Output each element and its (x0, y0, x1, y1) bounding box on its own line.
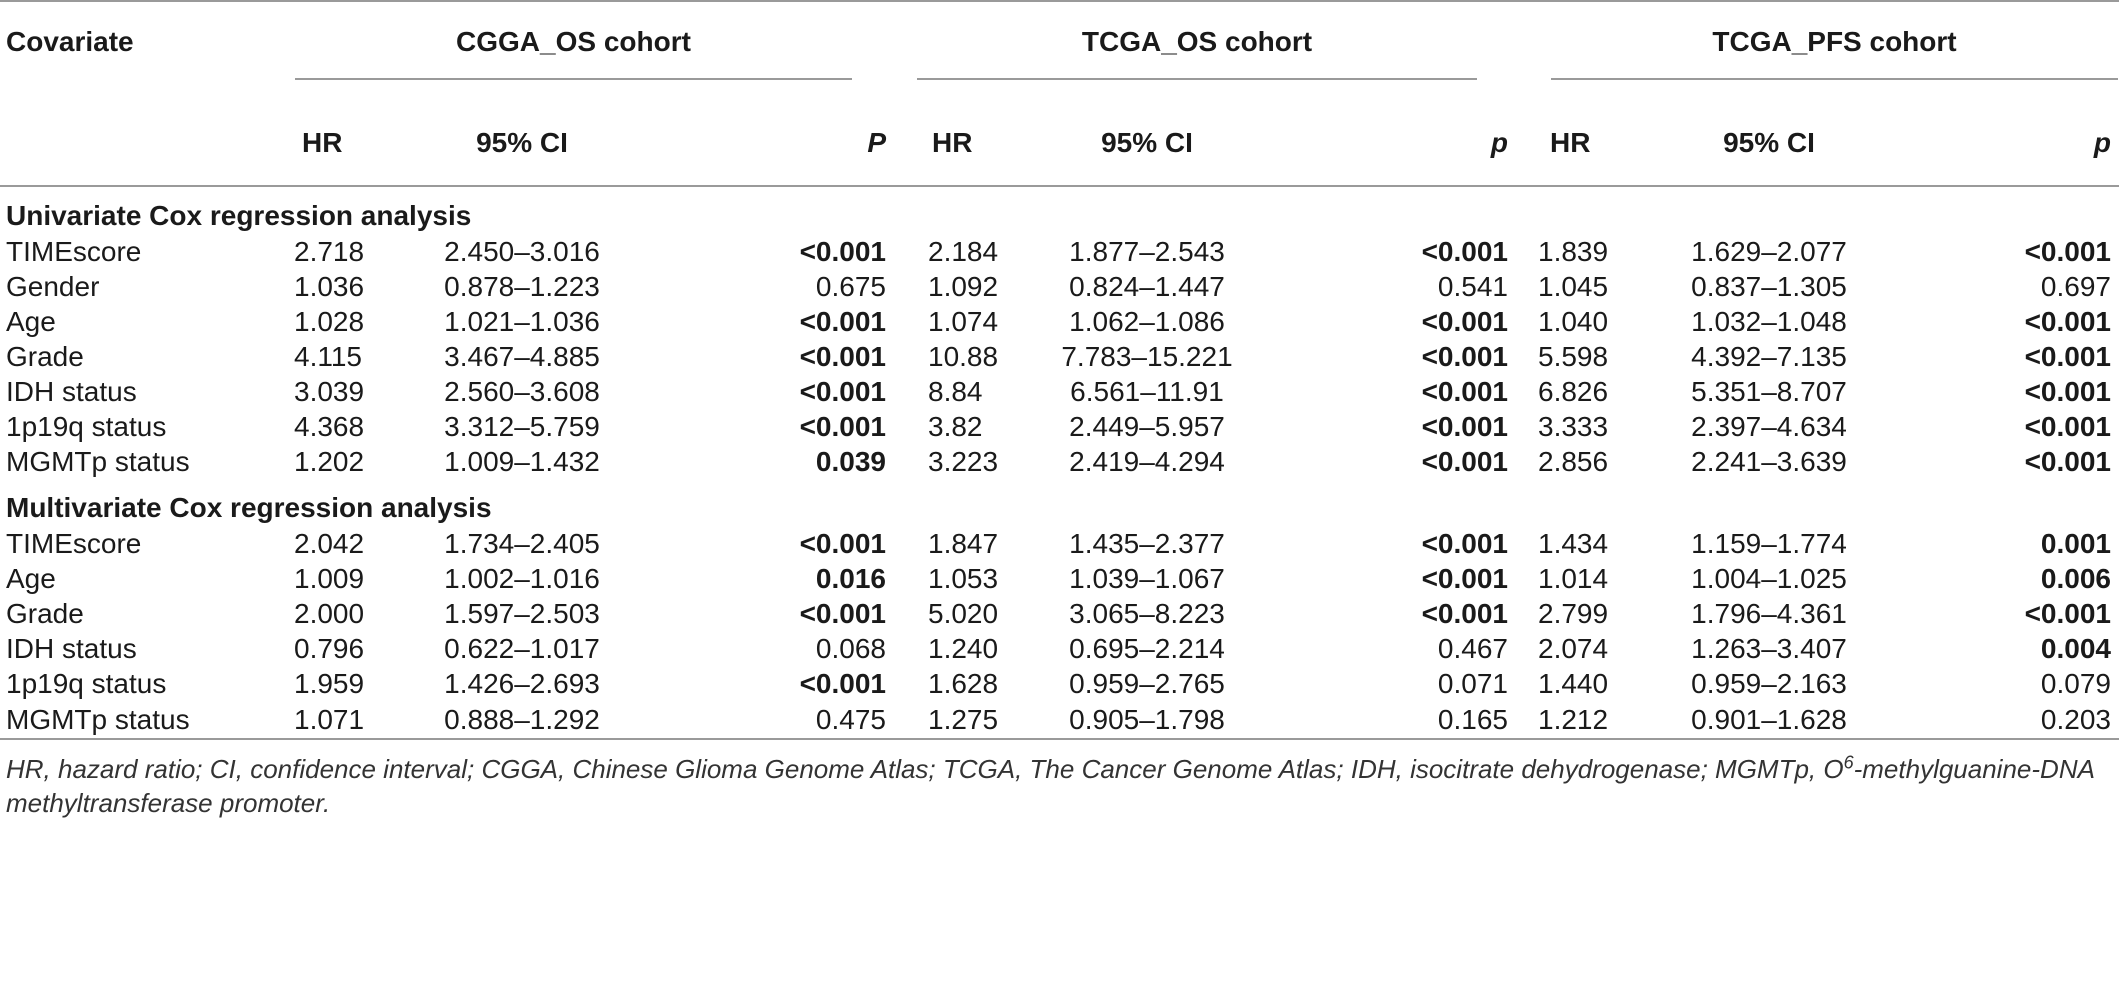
covariate-cell: MGMTp status (6, 445, 190, 477)
table-row (0, 631, 2119, 666)
hr-cell: 1.009 (294, 562, 365, 594)
hr-cell: 1.053 (928, 562, 999, 594)
p-value-cell: 0.006 (2040, 562, 2111, 594)
section-heading: Multivariate Cox regression analysis (6, 492, 492, 523)
hr-cell: 1.040 (1538, 305, 1609, 337)
p-value-cell: <0.001 (2024, 340, 2111, 372)
ci-cell: 1.009–1.432 (444, 445, 600, 477)
section-heading-row (0, 479, 2119, 526)
table-row (0, 444, 2119, 479)
p-value-cell: <0.001 (799, 375, 886, 407)
cohort-underline (1551, 78, 2118, 80)
hr-cell: 3.82 (928, 410, 983, 442)
p-header: p (1904, 101, 2119, 186)
p-value-cell: <0.001 (1421, 305, 1508, 337)
hr-cell: 1.839 (1538, 235, 1609, 267)
covariate-cell: 1p19q status (6, 410, 167, 442)
p-value-cell: <0.001 (1421, 527, 1508, 559)
ci-cell: 3.312–5.759 (444, 410, 600, 442)
p-value-cell: <0.001 (1421, 562, 1508, 594)
covariate-cell: IDH status (6, 375, 137, 407)
ci-cell: 0.901–1.628 (1634, 701, 1904, 739)
ci-header: 95% CI (1634, 101, 1904, 186)
p-value-cell: <0.001 (1421, 410, 1508, 442)
ci-cell: 3.467–4.885 (444, 340, 600, 372)
section-heading: Univariate Cox regression analysis (6, 200, 472, 231)
ci-header: 95% CI (372, 101, 672, 186)
ci-header: 95% CI (1012, 101, 1282, 186)
p-value-cell: 0.165 (1282, 701, 1514, 739)
hr-cell: 2.000 (294, 597, 365, 629)
footnote-superscript: 6 (1843, 752, 1854, 773)
covariate-cell: TIMEscore (6, 527, 142, 559)
p-value-cell: 0.068 (815, 632, 886, 664)
table-row (0, 374, 2119, 409)
covariate-cell: TIMEscore (6, 235, 142, 267)
ci-cell: 2.419–4.294 (1069, 445, 1225, 477)
section-heading-row (0, 186, 2119, 234)
table-row (0, 561, 2119, 596)
ci-cell: 0.695–2.214 (1069, 632, 1225, 664)
table-row (0, 526, 2119, 561)
p-value-cell: <0.001 (1421, 375, 1508, 407)
hr-cell: 6.826 (1538, 375, 1609, 407)
ci-cell: 1.062–1.086 (1069, 305, 1225, 337)
hr-cell: 2.856 (1538, 445, 1609, 477)
hr-cell: 1.212 (1514, 701, 1634, 739)
p-value-cell: 0.016 (815, 562, 886, 594)
p-value-cell: 0.467 (1437, 632, 1508, 664)
ci-cell: 1.426–2.693 (444, 667, 600, 699)
hr-cell: 1.074 (928, 305, 999, 337)
ci-cell: 0.824–1.447 (1069, 270, 1225, 302)
hr-cell: 1.959 (294, 667, 365, 699)
hr-cell: 1.036 (294, 270, 365, 302)
covariate-cell: Gender (6, 270, 100, 302)
p-value-cell: <0.001 (2024, 597, 2111, 629)
ci-cell: 1.263–3.407 (1691, 632, 1847, 664)
p-value-cell: 0.475 (672, 701, 892, 739)
p-value-cell: <0.001 (799, 340, 886, 372)
ci-cell: 1.032–1.048 (1691, 305, 1847, 337)
covariate-cell: Grade (6, 597, 84, 629)
p-header: p (1282, 101, 1514, 186)
table-row (0, 666, 2119, 701)
ci-cell: 1.021–1.036 (444, 305, 600, 337)
covariate-cell: Age (6, 305, 56, 337)
covariate-cell: Age (6, 562, 56, 594)
p-value-cell: <0.001 (2024, 235, 2111, 267)
hr-cell: 2.184 (928, 235, 999, 267)
table-row (0, 596, 2119, 631)
p-value-cell: <0.001 (1421, 597, 1508, 629)
hr-cell: 10.88 (928, 340, 999, 372)
ci-cell: 1.629–2.077 (1691, 235, 1847, 267)
hr-cell: 1.014 (1538, 562, 1609, 594)
hr-cell: 1.071 (262, 701, 372, 739)
ci-cell: 2.397–4.634 (1691, 410, 1847, 442)
p-value-cell: <0.001 (1421, 445, 1508, 477)
ci-cell: 7.783–15.221 (1061, 340, 1233, 372)
hr-cell: 8.84 (928, 375, 983, 407)
hr-cell: 4.115 (294, 340, 362, 372)
ci-cell: 1.159–1.774 (1691, 527, 1847, 559)
ci-cell: 0.622–1.017 (444, 632, 600, 664)
table-row (0, 234, 2119, 269)
p-value-cell: 0.071 (1437, 667, 1508, 699)
hr-cell: 5.598 (1538, 340, 1609, 372)
ci-cell: 2.450–3.016 (444, 235, 600, 267)
p-value-cell: 0.203 (1904, 701, 2119, 739)
ci-cell: 1.002–1.016 (444, 562, 600, 594)
p-value-cell: <0.001 (799, 597, 886, 629)
ci-cell: 0.959–2.163 (1691, 667, 1847, 699)
ci-cell: 3.065–8.223 (1069, 597, 1225, 629)
hr-cell: 2.074 (1538, 632, 1609, 664)
cohort-header-tcga-os: TCGA_OS cohort (1081, 26, 1313, 57)
p-value-cell: <0.001 (2024, 410, 2111, 442)
p-value-cell: <0.001 (799, 410, 886, 442)
cohort-underline (295, 78, 852, 80)
hr-cell: 1.202 (294, 445, 365, 477)
ci-cell: 2.241–3.639 (1691, 445, 1847, 477)
hr-cell: 1.240 (928, 632, 999, 664)
p-value-cell: 0.001 (2040, 527, 2111, 559)
p-value-cell: <0.001 (799, 305, 886, 337)
ci-cell: 0.905–1.798 (1012, 701, 1282, 739)
hr-cell: 2.799 (1538, 597, 1609, 629)
ci-cell: 0.959–2.765 (1069, 667, 1225, 699)
covariate-cell: Grade (6, 340, 84, 372)
p-value-cell: <0.001 (2024, 375, 2111, 407)
ci-cell: 0.837–1.305 (1691, 270, 1847, 302)
hr-cell: 1.045 (1538, 270, 1609, 302)
table-row (0, 409, 2119, 444)
ci-cell: 1.796–4.361 (1691, 597, 1847, 629)
table-row (0, 304, 2119, 339)
header-row-stats (0, 101, 2119, 186)
table-row (0, 701, 2119, 739)
ci-cell: 0.878–1.223 (444, 270, 600, 302)
hr-cell: 1.434 (1538, 527, 1609, 559)
hr-header: HR (262, 101, 372, 186)
ci-cell: 1.004–1.025 (1691, 562, 1847, 594)
hr-cell: 1.440 (1538, 667, 1609, 699)
hr-cell: 1.028 (294, 305, 365, 337)
ci-cell: 1.597–2.503 (444, 597, 600, 629)
p-value-cell: 0.697 (2040, 270, 2111, 302)
ci-cell: 4.392–7.135 (1691, 340, 1847, 372)
hr-cell: 3.039 (294, 375, 365, 407)
table-footnote (0, 740, 2112, 820)
p-value-cell: 0.541 (1437, 270, 1508, 302)
hr-cell: 2.042 (294, 527, 365, 559)
hr-cell: 5.020 (928, 597, 999, 629)
hr-cell: 4.368 (294, 410, 365, 442)
footnote-text: HR, hazard ratio; CI, confidence interval; CGGA, Chinese Glioma Genome Atlas; TCGA, The Cancer Genome Atlas; IDH, isocitrate dehydrogenase; MGMTp, O (6, 754, 1844, 784)
p-value-cell: <0.001 (799, 235, 886, 267)
p-value-cell: 0.675 (815, 270, 886, 302)
p-value-cell: 0.039 (815, 445, 886, 477)
cohort-underline (917, 78, 1477, 80)
hr-cell: 2.718 (294, 235, 365, 267)
hr-cell: 1.847 (928, 527, 999, 559)
p-value-cell: <0.001 (2024, 305, 2111, 337)
p-value-cell: <0.001 (2024, 445, 2111, 477)
hr-header: HR (892, 101, 1012, 186)
header-row-cohorts (0, 2, 2119, 101)
ci-cell: 1.877–2.543 (1069, 235, 1225, 267)
ci-cell: 0.888–1.292 (372, 701, 672, 739)
hr-header: HR (1514, 101, 1634, 186)
p-header: P (672, 101, 892, 186)
hr-cell: 1.092 (928, 270, 999, 302)
hr-cell: 3.223 (928, 445, 999, 477)
hr-cell: 3.333 (1538, 410, 1609, 442)
table-row (0, 339, 2119, 374)
covariate-cell: IDH status (6, 632, 137, 664)
p-value-cell: 0.079 (2040, 667, 2111, 699)
p-value-cell: <0.001 (1421, 340, 1508, 372)
footnote-text-tail: -methylguanine-DNA methyltransferase promoter. (6, 754, 2094, 818)
p-value-cell: <0.001 (1421, 235, 1508, 267)
hr-cell: 0.796 (294, 632, 365, 664)
hr-cell: 1.628 (928, 667, 999, 699)
p-value-cell: <0.001 (799, 667, 886, 699)
ci-cell: 5.351–8.707 (1691, 375, 1847, 407)
p-value-cell: 0.004 (2040, 632, 2111, 664)
ci-cell: 2.560–3.608 (444, 375, 600, 407)
ci-cell: 1.039–1.067 (1069, 562, 1225, 594)
covariate-cell: MGMTp status (0, 701, 262, 739)
ci-cell: 6.561–11.91 (1070, 375, 1224, 407)
ci-cell: 1.734–2.405 (444, 527, 600, 559)
hr-cell: 1.275 (892, 701, 1012, 739)
ci-cell: 1.435–2.377 (1069, 527, 1225, 559)
cohort-header-cgga-os: CGGA_OS cohort (456, 26, 691, 57)
p-value-cell: <0.001 (799, 527, 886, 559)
table-row (0, 269, 2119, 304)
ci-cell: 2.449–5.957 (1069, 410, 1225, 442)
cohort-header-tcga-pfs: TCGA_PFS cohort (1712, 26, 1957, 57)
covariate-header: Covariate (6, 26, 134, 57)
covariate-cell: 1p19q status (6, 667, 167, 699)
